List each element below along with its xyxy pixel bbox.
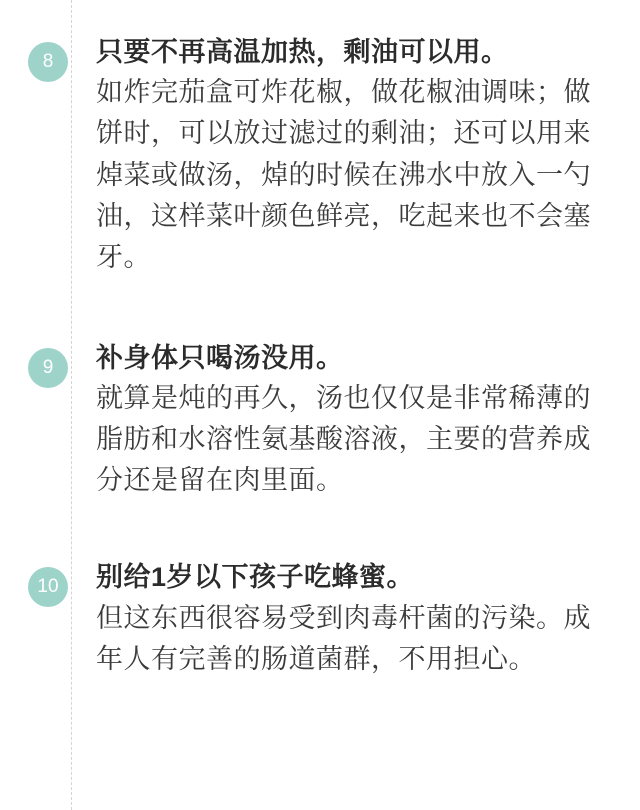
tip-number-badge: 9 (28, 348, 68, 388)
tip-text: 但这东西很容易受到肉毒杆菌的污染。成年人有完善的肠道菌群，不用担心。 (96, 602, 591, 674)
list-item (0, 559, 640, 680)
tip-text: 就算是炖的再久，汤也仅仅是非常稀薄的脂肪和水溶性氨基酸溶液，主要的营养成分还是留在肉里面。 (96, 383, 591, 496)
badge-column (0, 34, 96, 82)
tip-body (96, 559, 616, 680)
tips-list (0, 34, 640, 680)
tip-body (96, 340, 616, 502)
tip-text: 如炸完茄盒可炸花椒，做花椒油调味；做饼时，可以放过滤过的剩油；还可以用来焯菜或做汤，焯的时候在沸水中放入一勺油，这样菜叶颜色鲜亮，吃起来也不会塞牙。 (96, 77, 591, 272)
tip-body (96, 34, 616, 278)
list-item (0, 34, 640, 278)
tip-title: 只要不再高温加热，剩油可以用。 (96, 37, 509, 67)
tip-number-badge: 8 (28, 42, 68, 82)
list-item (0, 340, 640, 502)
tip-number-badge: 10 (28, 567, 68, 607)
tip-title: 补身体只喝汤没用。 (96, 342, 344, 373)
badge-column (0, 340, 96, 388)
tip-title: 别给1岁以下孩子吃蜂蜜。 (96, 562, 415, 593)
badge-column (0, 559, 96, 607)
